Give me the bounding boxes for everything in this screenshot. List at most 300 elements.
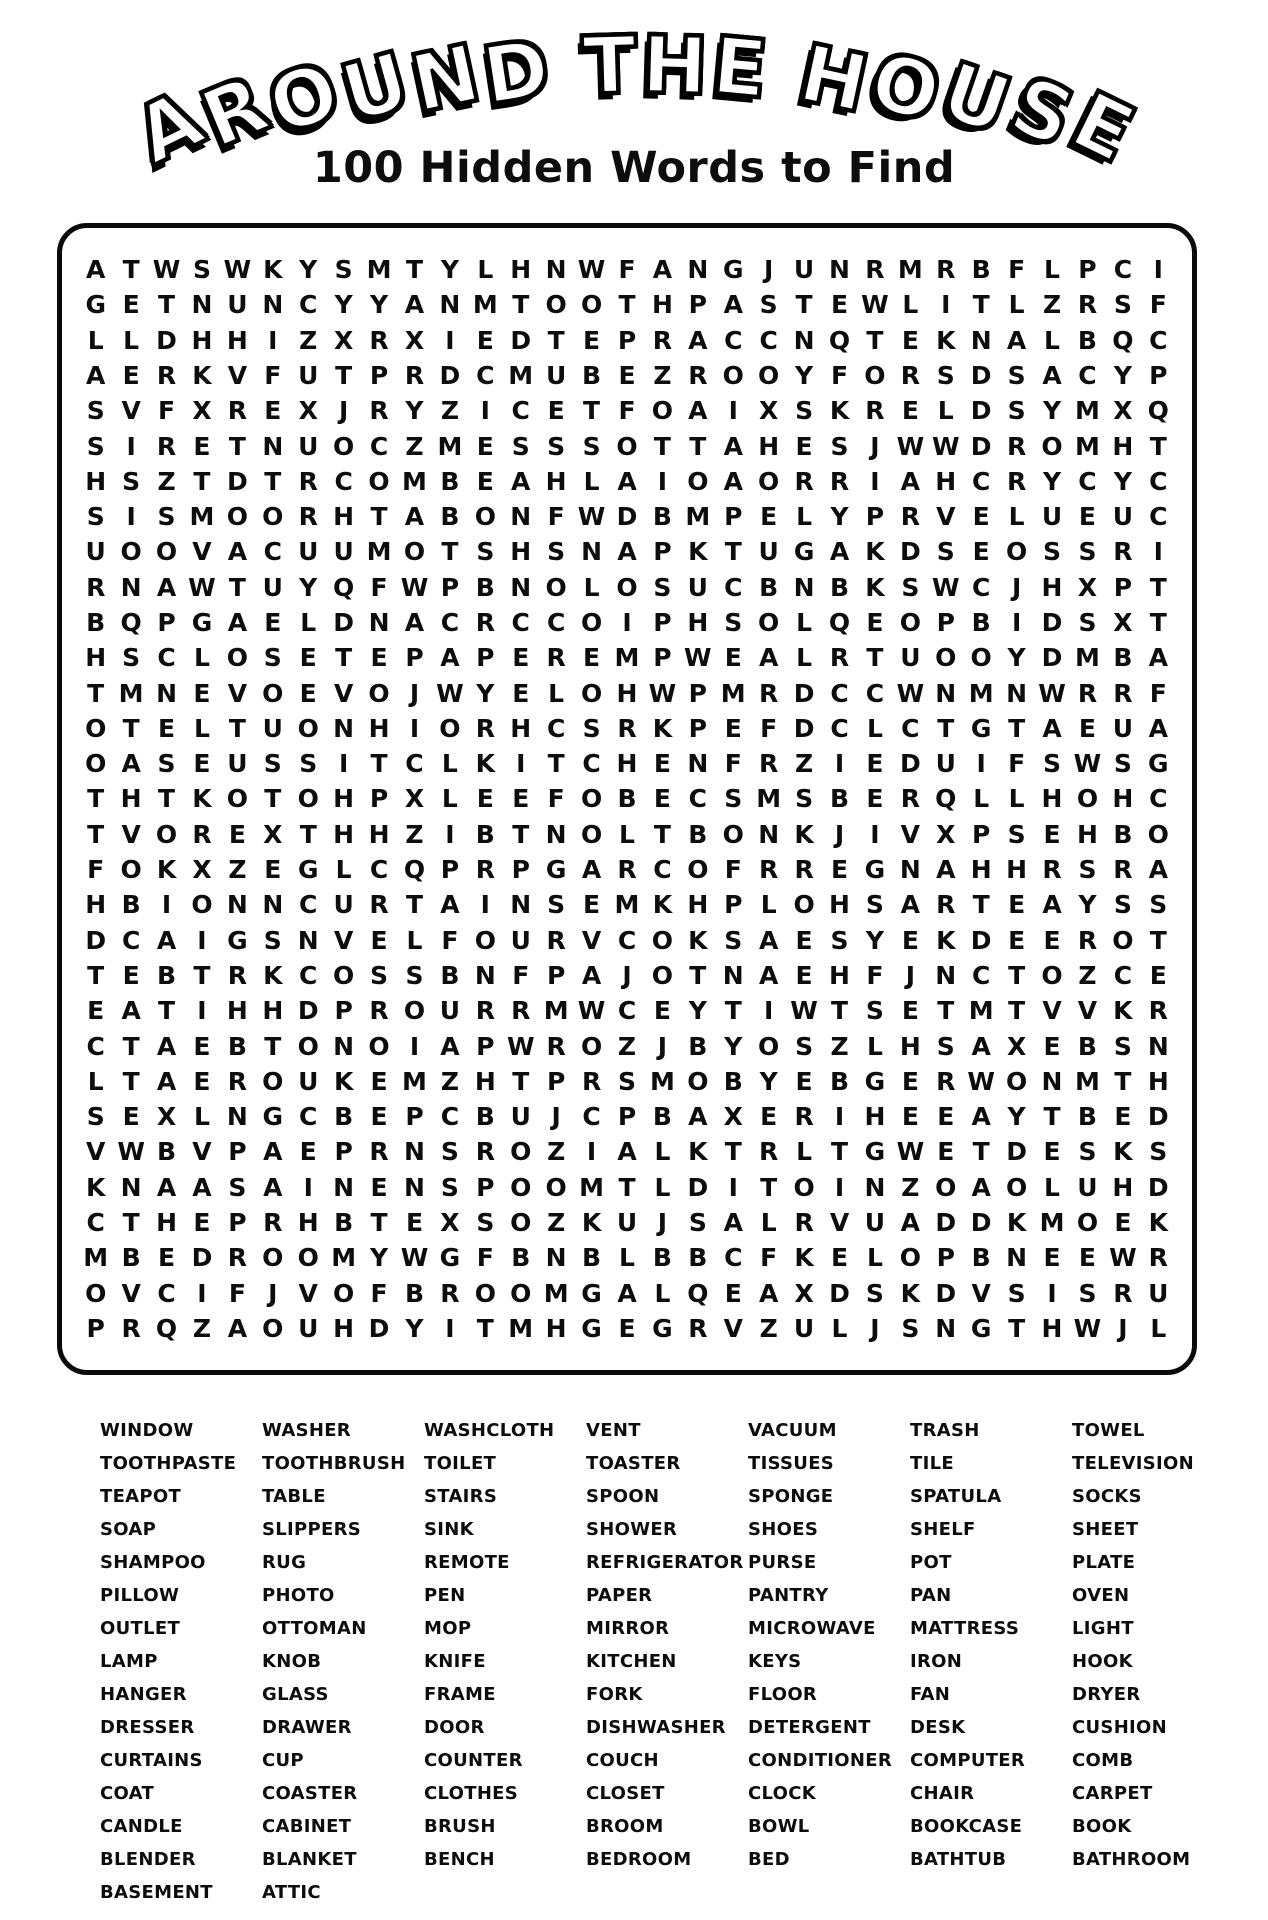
grid-cell: H [85,466,107,496]
grid-cell: R [86,572,106,602]
grid-cell: M [968,678,994,708]
grid-cell: M [1075,431,1100,461]
word-list-item: MIRROR [586,1618,670,1639]
grid-cell: O [262,1313,284,1343]
grid-cell: H [85,643,107,673]
grid-cell: W [436,678,464,708]
grid-cell: E [618,1313,636,1343]
grid-cell: C [972,466,991,496]
word-list-item: CUP [262,1750,304,1771]
grid-cell: R [227,960,248,990]
title-letter: O [258,46,351,154]
grid-cell: I [870,819,880,849]
grid-cell: L [1008,290,1025,320]
grid-cell: N [510,502,532,532]
grid-cell: P [688,713,707,743]
grid-cell: H [333,819,355,849]
grid-cell: T [512,290,530,320]
grid-cell: M [614,890,640,920]
grid-cell: I [445,325,455,355]
grid-cell: L [937,396,954,426]
grid-cell: U [1112,502,1134,532]
grid-cell: F [158,396,176,426]
grid-cell: E [724,643,742,673]
grid-cell: T [1149,608,1167,638]
grid-cell: E [122,960,140,990]
word-list-item: COUNTER [424,1750,523,1771]
grid-cell: V [829,1207,850,1237]
grid-cell: S [157,502,176,532]
word-list-item: BATHROOM [1072,1849,1191,1870]
grid-cell: Y [759,1066,778,1096]
grid-cell: O [403,537,426,567]
grid-cell: Y [334,290,353,320]
grid-cell: P [476,643,495,673]
grid-cell: U [298,1066,319,1096]
word-list-item: BRUSH [424,1816,496,1837]
grid-cell: H [368,819,390,849]
grid-cell: U [616,1207,638,1237]
grid-cell: U [227,290,248,320]
grid-cell: T [264,466,282,496]
grid-cell: A [758,643,779,673]
grid-cell: T [1149,572,1167,602]
grid-cell: S [582,713,601,743]
grid-cell: T [618,290,636,320]
grid-cell: C [476,361,495,390]
grid-cell: I [941,290,951,320]
word-list-item: SPOON [586,1486,660,1507]
grid-cell: P [724,502,743,532]
grid-cell: P [1078,255,1097,285]
grid-cell: N [545,1243,567,1273]
grid-cell: C [901,713,920,743]
grid-cell: T [1043,1102,1061,1132]
grid-cell: M [189,502,215,532]
grid-cell: A [652,255,673,285]
grid-cell: D [85,925,107,955]
word-list-item: GLASS [262,1684,329,1705]
word-list-item: IRON [910,1651,963,1672]
grid-cell: R [688,361,708,390]
grid-cell: S [547,890,566,920]
grid-cell: P [1113,572,1133,602]
grid-cell: O [368,466,390,496]
grid-cell: L [1150,1313,1167,1343]
grid-cell: S [1113,290,1132,320]
grid-cell: S [653,572,672,602]
word-list-item: BOOKCASE [910,1816,1023,1837]
word-list-item: PILLOW [100,1585,180,1606]
grid-cell: C [86,1031,105,1061]
grid-cell: P [476,1031,495,1061]
grid-cell: X [263,819,283,849]
grid-cell: Y [865,925,884,955]
grid-cell: C [369,855,389,885]
grid-cell: A [936,855,956,885]
grid-cell: E [264,396,282,426]
grid-cell: D [1041,643,1063,673]
grid-cell: Z [1042,290,1062,320]
grid-cell: O [580,819,603,849]
grid-cell: S [724,784,743,814]
grid-cell: E [724,1278,742,1308]
grid-cell: H [226,996,248,1026]
grid-cell: D [1147,1172,1169,1202]
grid-cell: Z [617,1031,637,1061]
word-list-item: KEYS [748,1651,802,1672]
grid-cell: O [510,1172,532,1202]
word-list-item: TOILET [424,1453,497,1474]
grid-cell: O [545,572,567,602]
grid-cell: P [617,1102,637,1132]
title-letter: T [581,20,638,113]
grid-cell: B [652,1243,672,1273]
grid-cell: N [510,890,532,920]
grid-cell: A [617,537,637,567]
grid-cell: E [299,1137,317,1167]
grid-cell: A [900,466,921,496]
grid-cell: S [1078,855,1097,885]
grid-cell: Z [157,466,176,496]
grid-cell: A [758,925,779,955]
word-list-item: BEDROOM [586,1849,692,1870]
grid-cell: R [369,890,389,920]
word-list-item: MOP [424,1618,472,1639]
grid-cell: D [970,431,992,461]
grid-cell: O [474,925,496,955]
grid-cell: O [793,1172,815,1202]
grid-cell: H [510,713,532,743]
grid-cell: W [1109,1243,1137,1273]
grid-cell: I [586,1137,597,1167]
grid-cell: Z [299,325,318,355]
grid-cell: O [687,466,709,496]
word-list-item: CUSHION [1072,1717,1168,1738]
grid-cell: W [152,255,181,285]
word-list-item: TOWEL [1072,1420,1145,1441]
grid-cell: B [334,1207,354,1237]
grid-cell: P [688,290,707,320]
grid-cell: J [268,1278,278,1308]
grid-cell: I [728,1172,738,1202]
grid-cell: E [901,1102,919,1132]
grid-cell: H [616,678,638,708]
grid-cell: D [970,1207,992,1237]
grid-cell: Y [1042,466,1062,496]
grid-cell: C [830,713,849,743]
grid-cell: T [335,643,353,673]
grid-cell: A [1042,890,1062,920]
word-list-item: PURSE [748,1552,817,1573]
grid-cell: H [368,713,390,743]
word-list-item: DISHWASHER [586,1717,726,1738]
grid-cell: N [191,290,213,320]
grid-cell: D [1006,1137,1027,1167]
grid-cell: V [723,1313,743,1343]
grid-cell: E [618,361,636,390]
grid-cell: S [759,290,778,320]
grid-cell: Y [405,1313,424,1343]
grid-cell: W [223,255,252,285]
grid-cell: R [865,255,885,285]
grid-cell: T [87,784,105,814]
word-list-item: PAPER [586,1585,653,1606]
grid-cell: I [834,749,845,779]
grid-cell: O [722,361,744,390]
grid-cell: R [794,855,814,885]
grid-cell: B [688,1243,708,1273]
grid-cell: L [193,643,210,673]
grid-cell: M [685,502,711,532]
grid-cell: N [687,255,709,285]
grid-cell: I [834,1172,845,1202]
grid-cell: T [158,784,176,814]
grid-cell: J [764,255,774,285]
grid-cell: C [617,925,637,955]
grid-cell: T [1114,1066,1132,1096]
grid-cell: D [1147,1102,1169,1132]
grid-cell: C [157,1278,176,1308]
grid-cell: E [512,784,530,814]
grid-cell: T [87,819,105,849]
grid-cell: O [1076,784,1099,814]
grid-cell: C [334,466,353,496]
grid-cell: U [687,572,708,602]
grid-cell: Y [1113,466,1132,496]
grid-cell: B [227,1031,247,1061]
grid-cell: K [900,1278,921,1308]
grid-cell: O [262,1066,284,1096]
grid-cell: W [188,572,216,602]
grid-cell: R [829,643,850,673]
grid-cell: D [227,466,248,496]
grid-cell: E [1043,925,1061,955]
grid-cell: K [865,537,885,567]
grid-cell: N [864,1172,886,1202]
grid-cell: T [512,1066,530,1096]
grid-cell: K [475,749,495,779]
title-letter [767,33,801,113]
grid-cell: R [369,396,389,426]
grid-cell: L [760,1207,777,1237]
grid-cell: P [1149,361,1168,390]
grid-cell: F [1149,290,1167,320]
grid-cell: I [516,749,526,779]
grid-cell: V [936,502,956,532]
grid-cell: T [264,1031,282,1061]
word-list-item: SPONGE [748,1486,834,1507]
grid-cell: N [120,1172,142,1202]
word-list-item: COUCH [586,1750,659,1771]
grid-cell: O [191,890,213,920]
word-list-item: MICROWAVE [748,1618,876,1639]
grid-cell: V [121,819,141,849]
grid-cell: B [121,1243,141,1273]
grid-cell: O [1005,1066,1028,1096]
grid-cell: N [333,713,355,743]
grid-cell: T [547,325,565,355]
grid-cell: P [405,643,424,673]
grid-cell: I [409,1031,420,1061]
grid-cell: E [299,678,317,708]
grid-cell: H [829,890,850,920]
grid-cell: K [156,855,177,885]
grid-cell: F [830,361,849,390]
grid-cell: D [510,325,532,355]
grid-cell: O [474,502,496,532]
grid-cell: F [264,361,282,390]
grid-cell: I [480,396,490,426]
grid-cell: C [299,1102,318,1132]
page-subtitle: 100 Hidden Words to Find [312,143,956,193]
grid-cell: B [1077,1031,1097,1061]
grid-cell: T [830,1137,849,1167]
grid-cell: N [899,855,921,885]
grid-cell: F [1149,678,1167,708]
grid-cell: A [263,1172,283,1202]
grid-cell: M [543,1278,569,1308]
grid-cell: O [1041,960,1063,990]
grid-cell: K [936,925,956,955]
grid-cell: R [440,1278,460,1308]
grid-cell: V [581,925,602,955]
grid-cell: D [439,361,461,390]
grid-cell: T [689,431,707,461]
grid-cell: U [900,643,921,673]
grid-cell: M [437,431,463,461]
grid-cell: N [262,431,284,461]
grid-cell: N [545,255,567,285]
grid-cell: R [900,784,920,814]
grid-cell: I [197,925,207,955]
grid-cell: C [263,537,282,567]
grid-cell: N [120,572,142,602]
grid-cell: C [1149,466,1168,496]
grid-cell: G [581,1313,602,1343]
grid-cell: M [543,996,569,1026]
grid-cell: Y [405,396,424,426]
word-list-item: TELEVISION [1072,1453,1194,1474]
grid-cell: W [400,1243,429,1273]
grid-cell: R [936,255,956,285]
grid-cell: C [1149,325,1168,355]
grid-cell: B [971,255,991,285]
grid-cell: E [866,749,884,779]
grid-cell: B [475,572,495,602]
grid-cell: R [475,996,495,1026]
word-list-item: CLOCK [748,1783,816,1804]
word-list-item: CANDLE [100,1816,183,1837]
grid-cell: T [583,396,601,426]
word-list-item: REFRIGERATOR [586,1552,744,1573]
word-list-item: REMOTE [424,1552,510,1573]
grid-cell: U [85,537,106,567]
grid-cell: T [972,890,990,920]
grid-cell: T [1149,925,1167,955]
word-list-item: CLOTHES [424,1783,519,1804]
title-letter: E [709,21,771,117]
grid-cell: M [614,643,640,673]
grid-cell: V [192,537,212,567]
grid-cell: Z [759,1313,778,1343]
grid-cell: I [445,1313,455,1343]
grid-cell: H [297,1207,319,1237]
grid-cell: O [1041,431,1063,461]
title-letter: D [477,23,556,123]
grid-cell: R [688,1313,708,1343]
grid-cell: G [439,1243,461,1273]
grid-cell: D [793,678,815,708]
grid-cell: E [193,431,211,461]
title-letter: O [861,36,950,141]
grid-cell: E [937,1137,955,1167]
grid-cell: H [545,1313,567,1343]
grid-cell: L [193,713,210,743]
grid-cell: G [1148,749,1169,779]
grid-cell: D [368,1313,390,1343]
grid-cell: U [1077,1172,1098,1202]
word-list-item: WASHER [262,1420,351,1441]
grid-cell: P [865,502,885,532]
grid-cell: N [156,678,177,708]
grid-cell: A [617,1278,637,1308]
grid-cell: U [510,925,531,955]
grid-cell: T [724,537,742,567]
grid-cell: G [85,290,106,320]
grid-cell: B [511,1243,531,1273]
grid-cell: O [758,608,780,638]
grid-cell: H [687,608,709,638]
word-list-item: TOASTER [586,1453,681,1474]
grid-cell: U [333,890,354,920]
grid-cell: S [1113,890,1132,920]
grid-cell: P [334,1137,353,1167]
grid-cell: L [441,749,458,779]
grid-cell: B [688,1031,708,1061]
grid-cell: N [439,290,461,320]
grid-cell: X [759,396,779,426]
word-list-column [424,1414,586,1909]
grid-cell: R [227,396,248,426]
grid-cell: S [901,1313,920,1343]
word-list-item: PHOTO [262,1585,335,1606]
grid-cell: U [935,749,956,779]
grid-cell: S [1043,749,1062,779]
grid-cell: E [512,678,530,708]
grid-cell: R [369,1137,389,1167]
grid-cell: S [547,431,566,461]
grid-cell: Z [901,1172,920,1202]
grid-cell: O [758,361,780,390]
grid-cell: T [193,960,211,990]
grid-cell: O [580,290,603,320]
grid-cell: T [866,325,884,355]
grid-cell: O [1112,925,1134,955]
grid-cell: R [192,819,212,849]
grid-cell: H [333,502,355,532]
grid-cell: O [935,1172,957,1202]
grid-cell: D [793,713,815,743]
grid-cell: W [577,502,606,532]
grid-cell: R [1113,855,1133,885]
grid-cell: X [156,1102,177,1132]
grid-cell: A [227,1313,248,1343]
grid-cell: X [404,325,425,355]
grid-cell: Q [120,608,142,638]
grid-cell: H [1041,1313,1063,1343]
title-letter: E [1058,76,1147,181]
